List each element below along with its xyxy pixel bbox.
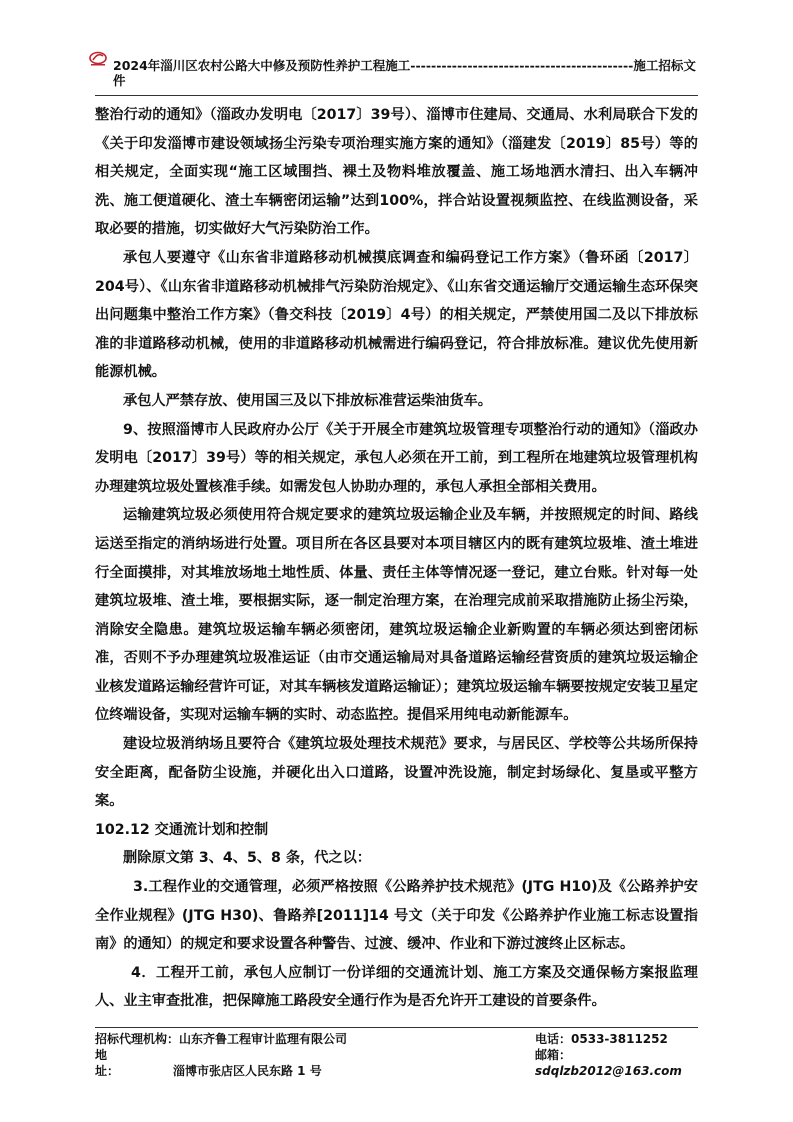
section-heading: 102.12 交通流计划和控制 bbox=[95, 821, 269, 838]
paragraph-item-9: 9、按照淄博市人民政府办公厅《关于开展全市建筑垃圾管理专项整治行动的通知》（淄政办发明电〔2017〕39号）等的相关规定，承包人必须在开工前，到工程所在地建筑垃圾管理机构办理建筑垃圾处置核准手续。如需发包人协助办理的，承包人承担全部相关费用。 bbox=[95, 421, 698, 495]
agency-info bbox=[95, 1031, 347, 1047]
footer-divider bbox=[95, 1027, 698, 1028]
page-header bbox=[95, 58, 698, 88]
paragraph-waste-transport: 运输建筑垃圾必须使用符合规定要求的建筑垃圾运输企业及车辆，并按照规定的时间、路线运送至指定的消纳场进行处置。项目所在各区县要对本项目辖区内的既有建筑垃圾堆、渣土堆进行全面摸排，对其堆放场地土地性质、体量、责任主体等情况逐一登记，建立台账。针对每一处建筑垃圾堆、渣土堆，要根据实际，逐一制定治理方案，在治理完成前采取措施防止扬尘污染，消除安全隐患。建筑垃圾运输车辆必须密闭，建筑垃圾运输企业新购置的车辆必须达到密闭标准，否则不予办理建筑垃圾准运证（由市交通运输局对具备道路运输经营资质的建筑垃圾运输企业核发道路运输经营许可证，对其车辆核发道路运输证）；建筑垃圾运输车辆要按规定安装卫星定位终端设备，实现对运输车辆的实时、动态监控。提倡采用纯电动新能源车。 bbox=[95, 507, 698, 724]
page-footer bbox=[95, 1031, 698, 1078]
document-title: 2024年淄川区农村公路大中修及预防性养护工程施工-------------------------------------------施工招标文件 bbox=[113, 58, 696, 88]
company-logo-icon bbox=[87, 51, 109, 67]
document-body bbox=[95, 101, 698, 1016]
paragraph-disposal-site: 建设垃圾消纳场且要符合《建筑垃圾处理技术规范》要求，与居民区、学校等公共场所保持安全距离，配备防尘设施，并硬化出入口道路，设置冲洗设施，制定封场绿化、复垦或平整方案。 bbox=[95, 736, 698, 810]
paragraph-item-3: 3.工程作业的交通管理，必须严格按照《公路养护技术规范》(JTG H10)及《公路养护安全作业规程》(JTG H30)、鲁路养[2011]14 号文（关于印发《公路养护作业施工标志设置指南》的通知）的规定和要求设置各种警告、过渡、缓冲、作业和下游过渡终止区标志。 bbox=[95, 879, 698, 953]
phone-value: 0533-3811252 bbox=[571, 1032, 668, 1046]
paragraph-continuation: 整治行动的通知》（淄政办发明电〔2017〕39号）、淄博市住建局、交通局、水利局联合下发的《关于印发淄博市建设领域扬尘污染专项治理实施方案的通知》（淄建发〔2019〕85号）等的相关规定，全面实现“施工区域围挡、裸土及物料堆放覆盖、施工场地洒水清扫、出入车辆冲洗、施工便道硬化、渣土车辆密闭运输”达到100%，拌合站设置视频监控、在线监测设备，采取必要的措施，切实做好大气污染防治工作。 bbox=[95, 107, 698, 238]
email-label: 邮箱： bbox=[535, 1048, 572, 1062]
paragraph-machinery: 承包人要遵守《山东省非道路移动机械摸底调查和编码登记工作方案》（鲁环函〔2017〕204号）、《山东省非道路移动机械排气污染防治规定》、《山东省交通运输厅交通运输生态环保突出问题集中整治工作方案》（鲁交科技〔2019〕4号）的相关规定，严禁使用国二及以下排放标准的非道路移动机械，使用的非道路移动机械需进行编码登记，符合排放标准。建议优先使用新能源机械。 bbox=[95, 249, 698, 381]
phone-label: 电话： bbox=[535, 1032, 572, 1046]
agency-label: 招标代理机构： bbox=[95, 1032, 180, 1046]
address-label-1: 地 bbox=[95, 1048, 108, 1062]
header-divider bbox=[95, 95, 698, 96]
paragraph-deletion-note: 删除原文第 3、4、5、8 条，代之以： bbox=[123, 850, 371, 867]
address-info bbox=[95, 1047, 322, 1079]
email-value: sdqlzb2012@163.com bbox=[535, 1064, 682, 1078]
phone-info bbox=[535, 1031, 668, 1047]
email-info bbox=[535, 1047, 698, 1079]
paragraph-item-4: 4．工程开工前，承包人应制订一份详细的交通流计划、施工方案及交通保畅方案报监理人、业主审查批准，把保障施工路段安全通行作为是否允许开工建设的首要条件。 bbox=[95, 964, 698, 1010]
agency-value: 山东齐鲁工程审计监理有限公司 bbox=[179, 1032, 348, 1046]
paragraph-diesel-trucks: 承包人严禁存放、使用国三及以下排放标准营运柴油货车。 bbox=[123, 392, 492, 409]
address-value: 淄博市张店区人民东路 1 号 bbox=[173, 1064, 322, 1078]
address-label-2: 址： bbox=[95, 1064, 120, 1078]
